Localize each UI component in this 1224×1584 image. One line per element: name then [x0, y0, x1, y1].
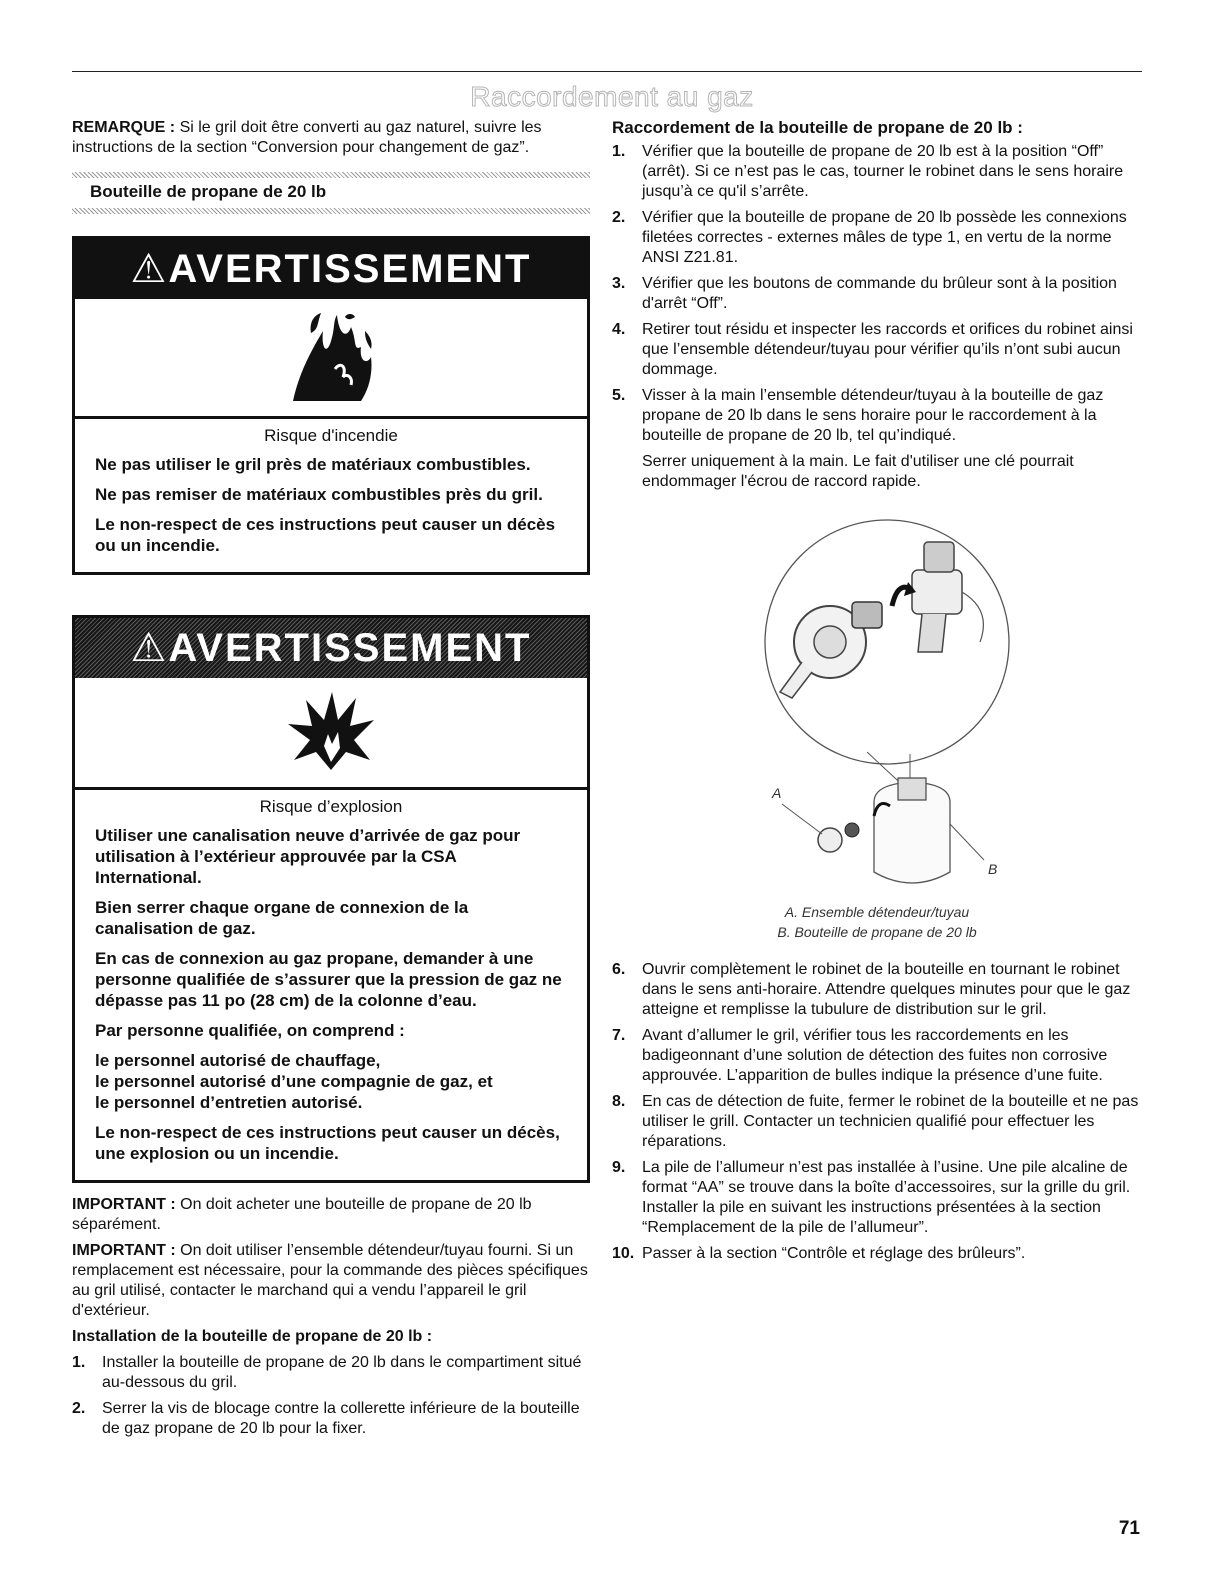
section-heading-band	[72, 168, 590, 214]
caption-line: A. Ensemble détendeur/tuyau	[784, 904, 970, 920]
page-number: 71	[1118, 1518, 1140, 1539]
warning-line: Le non-respect de ces instructions peut causer un décès ou un incendie.	[95, 515, 556, 555]
step-number: 9.	[612, 1159, 626, 1176]
important-note	[72, 1241, 590, 1321]
list-item	[612, 274, 1142, 314]
warning-box-explosion	[72, 615, 590, 1183]
install-heading: Installation de la bouteille de propane de 20 lb :	[72, 1328, 433, 1345]
step-number: 7.	[612, 1027, 626, 1044]
warning-icon-box	[75, 299, 587, 419]
figure-label-b: B	[988, 861, 998, 877]
important-note	[72, 1195, 590, 1235]
list-item	[72, 1399, 590, 1439]
step-number: 6.	[612, 961, 626, 978]
step-number: 5.	[612, 387, 626, 404]
important-text: On doit acheter une bouteille de propane de 20 lb séparément.	[72, 1196, 532, 1233]
important-text: On doit utiliser l’ensemble détendeur/tuyau fourni. Si un remplacement est nécessaire, pour la commande des pièces spécifiques au gril utilisé, contacter le marchand qui a vendu l’appareil le gril d'extérieur.	[72, 1242, 588, 1319]
warning-line: le personnel autorisé de chauffage,	[95, 1051, 381, 1070]
list-item	[612, 208, 1142, 268]
connection-steps-b	[612, 960, 1142, 1264]
step-text: Visser à la main l’ensemble détendeur/tuyau à la bouteille de gaz propane de 20 lb dans le sens horaire pour le raccordement à la bouteille de propane de 20 lb, tel qu’indiqué.	[642, 387, 1104, 444]
warning-line: Bien serrer chaque organe de connexion de la canalisation de gaz.	[95, 898, 469, 938]
step-text: Vérifier que la bouteille de propane de 20 lb est à la position “Off” (arrêt). Si ce n’est pas le cas, tourner le robinet dans le sens horaire jusqu’à ce qu'il s’arrête.	[642, 143, 1124, 200]
section-title: Bouteille de propane de 20 lb	[90, 182, 327, 201]
step-number: 4.	[612, 321, 626, 338]
regulator-diagram	[612, 502, 1142, 902]
warning-header: ⚠AVERTISSEMENT	[75, 239, 587, 299]
step-text: Passer à la section “Contrôle et réglage des brûleurs”.	[642, 1245, 1026, 1262]
step-number: 8.	[612, 1093, 626, 1110]
warning-line: Ne pas remiser de matériaux combustibles près du gril.	[95, 485, 543, 504]
step-text: La pile de l’allumeur n’est pas installée à l’usine. Une pile alcaline de format “AA” se trouve dans la boîte d’accessoires, sur la grille du gril. Installer la pile en suivant les instructions présentées à la section “Remplacement de la pile de l’allumeur”.	[642, 1159, 1131, 1236]
regulator-figure	[612, 502, 1142, 952]
connection-heading: Raccordement de la bouteille de propane de 20 lb :	[612, 118, 1023, 137]
caption-line: B. Bouteille de propane de 20 lb	[777, 924, 977, 940]
step-number: 1.	[72, 1354, 86, 1371]
remark-label: REMARQUE :	[72, 119, 176, 136]
step-text: Serrer la vis de blocage contre la collerette inférieure de la bouteille de gaz propane de 20 lb pour la fixer.	[102, 1400, 580, 1437]
step-text: Retirer tout résidu et inspecter les raccords et orifices du robinet ainsi que l’ensemble détendeur/tuyau pour vérifier qu’ils n’ont subi aucun dommage.	[642, 321, 1133, 378]
step-number: 10.	[612, 1245, 635, 1262]
step-text: Ouvrir complètement le robinet de la bouteille en tournant le robinet dans le sens anti-horaire. Attendre quelques minutes pour que le gaz atteigne et remplisse la tubulure de distribution sur le gril.	[642, 961, 1131, 1018]
warning-risk: Risque d'incendie	[264, 426, 398, 445]
warning-risk: Risque d’explosion	[259, 797, 403, 816]
figure-label-a: A	[772, 785, 782, 801]
hatch-rule-bottom	[72, 208, 590, 214]
list-item	[612, 386, 1142, 492]
warning-line: Le non-respect de ces instructions peut causer un décès, une explosion ou un incendie.	[95, 1123, 560, 1163]
list-item	[612, 1026, 1142, 1086]
remark	[72, 118, 590, 158]
step-number: 2.	[612, 209, 626, 226]
fire-icon	[281, 311, 381, 407]
warning-icon-box	[75, 678, 587, 790]
step-text: Installer la bouteille de propane de 20 lb dans le compartiment situé au-dessous du gril.	[102, 1354, 582, 1391]
list-item	[612, 142, 1142, 202]
list-item	[72, 1353, 590, 1393]
step-text: Vérifier que la bouteille de propane de 20 lb possède les connexions filetées correctes - externes mâles de type 1, en vertu de la norme ANSI Z21.81.	[642, 209, 1127, 266]
step-number: 3.	[612, 275, 626, 292]
warning-line: Ne pas utiliser le gril près de matériaux combustibles.	[95, 455, 531, 474]
page-title: Raccordement au gaz	[470, 81, 754, 112]
step-note: Serrer uniquement à la main. Le fait d'utiliser une clé pourrait endommager l'écrou de raccord rapide.	[642, 453, 1074, 490]
warning-line: le personnel d’entretien autorisé.	[95, 1093, 363, 1112]
warning-header: ⚠AVERTISSEMENT	[75, 618, 587, 678]
list-item	[612, 1158, 1142, 1238]
figure-caption	[612, 902, 1142, 942]
warning-line: le personnel autorisé d’une compagnie de gaz, et	[95, 1072, 493, 1091]
right-column	[612, 118, 1142, 1270]
warning-box-fire	[72, 236, 590, 575]
explosion-icon	[286, 690, 376, 772]
important-label: IMPORTANT :	[72, 1242, 176, 1259]
left-column	[72, 118, 590, 1445]
important-label: IMPORTANT :	[72, 1196, 176, 1213]
step-number: 1.	[612, 143, 626, 160]
remark-text: Si le gril doit être converti au gaz naturel, suivre les instructions de la section “Conversion pour changement de gaz”.	[72, 119, 542, 156]
install-steps	[72, 1353, 590, 1439]
list-item	[612, 1244, 1142, 1264]
step-text: Vérifier que les boutons de commande du brûleur sont à la position d'arrêt “Off”.	[642, 275, 1117, 312]
step-text: En cas de détection de fuite, fermer le robinet de la bouteille et ne pas utiliser le grill. Contacter un technicien qualifié pour effectuer les réparations.	[642, 1093, 1139, 1150]
warning-body	[75, 790, 587, 1180]
connection-steps-a	[612, 142, 1142, 492]
step-text: Avant d’allumer le gril, vérifier tous les raccordements en les badigeonnant d’une solution de détection des fuites non corrosive approuvée. L’apparition de bulles indique la présence d’une fuite.	[642, 1027, 1108, 1084]
list-item	[612, 960, 1142, 1020]
list-item	[612, 1092, 1142, 1152]
step-number: 2.	[72, 1400, 86, 1417]
warning-body	[75, 419, 587, 572]
top-rule	[72, 71, 1142, 72]
warning-line: En cas de connexion au gaz propane, demander à une personne qualifiée de s’assurer que la pression de gaz ne dépasse pas 11 po (28 cm) de la colonne d’eau.	[95, 949, 562, 1010]
warning-line: Par personne qualifiée, on comprend :	[95, 1021, 405, 1040]
warning-line: Utiliser une canalisation neuve d’arrivée de gaz pour utilisation à l’extérieur approuvée par la CSA International.	[95, 826, 521, 887]
list-item	[612, 320, 1142, 380]
hatch-rule-top	[72, 172, 590, 178]
